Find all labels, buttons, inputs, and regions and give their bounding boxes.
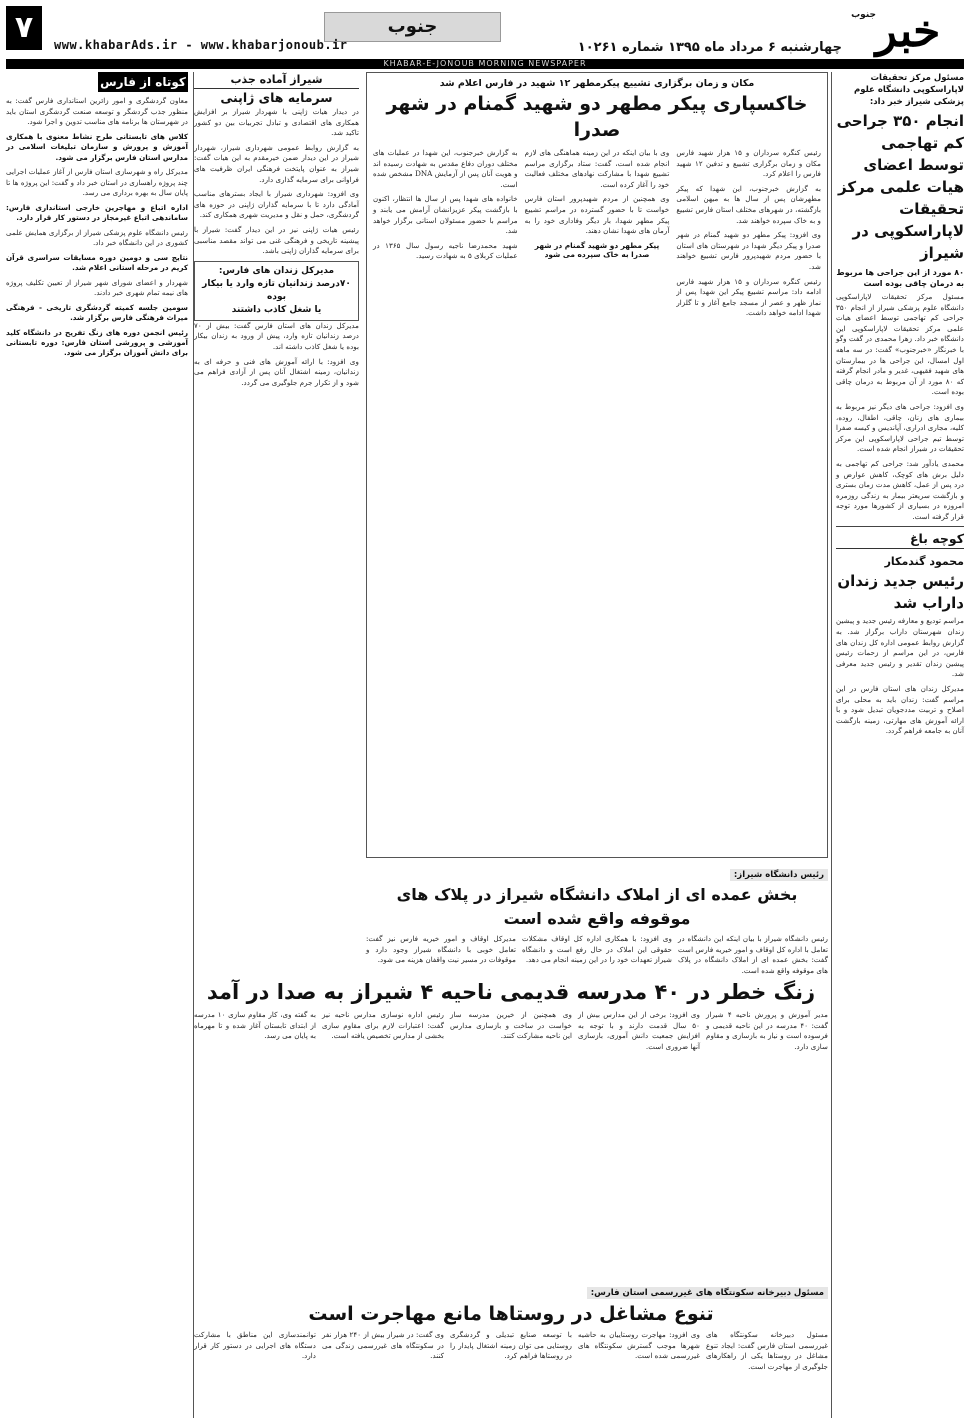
paragraph: رئیس اداره نوسازی مدارس ناحیه نیز گفت: اعتبارات لازم برای مقاوم سازی بخشی از مدارس تخصیص یافته است. — [322, 1010, 444, 1041]
story-kicker: مسئول دبیرخانه سکونتگاه های غیررسمی استان فارس: — [587, 1287, 828, 1299]
paragraph: وی همچنین از خیرین مدرسه ساز خواست در ساخت و بازسازی مدارس این ناحیه مشارکت کنند. — [450, 1010, 572, 1041]
schools-story — [194, 975, 828, 1275]
boxed-story — [194, 261, 359, 321]
story-columns — [194, 1010, 828, 1056]
text-column — [194, 1330, 316, 1376]
box-headline-2: سرمایه های ژاپنی — [220, 90, 333, 105]
masthead-banner: KHABAR-E-JONOUB MORNING NEWSPAPER — [6, 59, 964, 69]
news-brief: رئیس دانشگاه علوم پزشکی شیراز از برگزاری همایش علمی کشوری در این دانشگاه خبر داد. — [6, 227, 188, 248]
text-column — [322, 1010, 444, 1056]
column-headline: رئیس جدید زندان داراب شد — [837, 572, 964, 613]
text-column — [450, 1010, 572, 1056]
text-column — [525, 148, 670, 908]
paragraph: وی افزود: جراحی های دیگر نیز مربوط به بیماری های زنان، چاقی، اطفال، روده، کلیه، مجاری ادراری، آپاندیس و کیسه صفرا توسط تیم جراحی لاپاراسکوپی این مرکز تحقیقات در شیراز انجام شده است. — [836, 401, 964, 454]
news-brief: مدیرکل راه و شهرسازی استان فارس از آغاز عملیات اجرایی چند پروژه راهسازی در استان خبر داد و گفت: این پروژه ها تا پایان سال به بهره برداری می رسد. — [6, 167, 188, 198]
masthead — [6, 6, 964, 58]
boxed-kicker: مدیرکل زندان های فارس: — [218, 265, 335, 276]
news-brief: کلاس های تابستانی طرح نشاط معنوی با همکاری آموزش و پرورش و سازمان تبلیغات اسلامی در مدارس استان فارس برگزار می شود. — [6, 131, 188, 162]
top-story-kicker: مکان و زمان برگزاری تشییع پیکرمطهر ۱۲ شهید در فارس اعلام شد — [439, 78, 755, 89]
story-lead: ۸۰ مورد از این جراحی ها مربوط به درمان چاقی بوده است — [836, 268, 964, 288]
newspaper-logo: خبر — [875, 6, 941, 57]
divider — [836, 526, 964, 527]
text-column — [676, 148, 821, 908]
box-headline: شیراز آماده جذب — [194, 72, 359, 89]
news-brief: معاون گردشگری و امور زائرین استانداری فارس گفت: به منظور جذب گردشگر و توسعه صنعت گردشگری استان باید در شهرستان ها برنامه های مناسب تدوین و اجرا شود. — [6, 96, 188, 127]
news-brief: سومین جلسه کمیته گردشگری تاریخی - فرهنگی میراث فرهنگی فارس برگزار شد. — [6, 302, 188, 323]
paragraph: با توسعه صنایع تبدیلی و گردشگری روستایی می توان زمینه اشتغال پایدار را در روستاها فراهم کرد. — [450, 1330, 572, 1361]
paragraph: مسئول مرکز تحقیقات لاپاراسکوپی دانشگاه علوم پزشکی شیراز از انجام ۳۵۰ جراحی کم تهاجمی توسط اعضای هیات علمی مرکز تحقیقات لاپاراسکوپی این دانشگاه خبر داد. زهرا محمدی در گفت وگو با خبرنگار «خبرجنوب» گفت: در سه ماهه اول امسال، این جراحی ها در بیمارستان های شهید فقیهی، غدیر و مادر انجام گرفته که ۸۰ مورد از آن مربوط به درمان چاقی بوده است. — [836, 292, 964, 397]
paragraph: وی افزود: برخی از این مدارس بیش از ۵۰ سال قدمت دارند و با توجه به افزایش جمعیت دانش آموزی، بازسازی آنها ضروری است. — [578, 1010, 700, 1051]
issue-date-line: چهارشنبه ۶ مرداد ماه ۱۳۹۵ شماره ۱۰۲۶۱ — [577, 40, 842, 55]
paragraph: شهید محمدرضا ناجیه رسول سال ۱۳۶۵ در عملیات کربلای ۵ به شهادت رسید. — [372, 240, 518, 261]
story-headline: انجام ۳۵۰ جراحی کم تهاجمی توسط اعضای هیات علمی مرکز تحقیقات لاپاراسکوپی در شیراز — [836, 112, 964, 262]
top-story-headline: خاکسپاری پیکر مطهر دو شهید گمنام در شهر صدرا — [386, 93, 808, 141]
paragraph: وی با بیان اینکه در این زمینه هماهنگی های لازم انجام شده است، گفت: ستاد برگزاری مراسم تشییع شهدا با مشارکت نهادهای مختلف فعالیت خود را آغاز کرده است. — [524, 148, 670, 189]
top-story-columns — [373, 148, 821, 908]
boxed-headline-2: یا شغل کاذب داشتند — [231, 304, 322, 315]
section-tab: جنوب — [324, 12, 501, 42]
paragraph: رئیس کنگره سرداران و ۱۵ هزار شهید فارس ادامه داد: مراسم تشییع پیکر این شهدا پس از نماز ظهر و عصر از مسجد جامع آغاز و تا گلزار شهدا ادامه خواهد داشت. — [676, 276, 821, 318]
text-column — [373, 148, 518, 908]
story-headline: زنگ خطر در ۴۰ مدرسه قدیمی ناحیه ۴ شیراز به صدا در آمد — [206, 980, 816, 1004]
left-column — [6, 72, 194, 1418]
text-column — [578, 1010, 700, 1056]
text-column — [578, 1330, 700, 1376]
paragraph: رئیس کنگره سرداران و ۱۵ هزار شهید فارس مکان و زمان برگزاری تشییع و تدفین ۱۲ شهید فارس را اعلام کرد. — [676, 148, 821, 179]
paragraph: وی افزود: شهرداری شیراز با ایجاد بسترهای مناسب آمادگی دارد تا با سرمایه گذاران ژاپنی در حوزه های گردشگری، حمل و نقل و مدیریت شهری همکاری کند. — [194, 189, 359, 220]
story-columns — [194, 1330, 828, 1376]
story-headline: تنوع مشاغل در روستاها مانع مهاجرت است — [308, 1303, 714, 1325]
paragraph: وی افزود: با ارائه آموزش های فنی و حرفه ای به زندانیان، زمینه اشتغال آنان پس از آزادی فراهم می شود و از تکرار جرم جلوگیری می گردد. — [194, 356, 359, 387]
news-brief: اداره اتباع و مهاجرین خارجی استانداری فارس: ساماندهی اتباع غیرمجاز در دستور کار قرار دارد. — [6, 202, 188, 223]
paragraph: خانواده های شهدا پس از سال ها انتظار، اکنون با بازگشت پیکر عزیزانشان آرامش می یابند و مراسم با حضور مسئولان استانی برگزار خواهد شد. — [372, 194, 518, 236]
university-story — [366, 862, 828, 975]
paragraph: مدیرکل اوقاف و امور خیریه فارس نیز گفت: تعامل خوبی با دانشگاه شیراز وجود دارد و موقوفات در مسیر نیت واقفان هزینه می شود. — [366, 934, 516, 965]
paragraph: رئیس هیات ژاپنی نیز در این دیدار گفت: شیراز با پیشینه تاریخی و فرهنگی غنی می تواند مقصد مناسبی برای سرمایه گذاران ژاپنی باشد. — [194, 224, 359, 256]
paragraph: وی افزود: با همکاری اداره کل اوقاف مشکلات حقوقی این املاک در حال رفع است و دانشگاه شیراز تعهدات خود را در این زمینه انجام می دهد. — [522, 934, 672, 965]
paragraph: به گزارش خبرجنوب، این شهدا که پیکر مطهرشان پس از سال ها به میهن اسلامی بازگشته، در شهرهای مختلف استان فارس تشییع و به خاک سپرده خواهند شد. — [676, 183, 821, 225]
column-title: کوچه باغ — [836, 530, 964, 549]
subheading: پیکر مطهر دو شهید گمنام در شهر صدرا به خاک سپرده می شود — [534, 240, 660, 259]
text-column — [706, 1010, 828, 1056]
logo-subtitle: جنوب — [851, 10, 876, 20]
paragraph: توانمندسازی این مناطق با مشارکت دستگاه های اجرایی در دستور کار قرار دارد. — [194, 1330, 316, 1361]
text-column — [194, 1010, 316, 1056]
page-number: ۷ — [6, 6, 42, 50]
paragraph: وی همچنین از مردم شهیدپرور استان فارس خواست تا با حضور گسترده در مراسم تشییع پیکر مطهر شهدا، بار دیگر وفاداری خود را به آرمان های شهدا نشان دهند. — [524, 194, 670, 236]
news-brief: شهردار و اعضای شورای شهر شیراز از تعیین تکلیف پروژه های نیمه تمام شهری خبر دادند. — [6, 277, 188, 298]
text-column — [322, 1330, 444, 1376]
right-column — [831, 72, 964, 1418]
paragraph: به گفته وی، کار مقاوم سازی ۱۰ مدرسه از ابتدای تابستان آغاز شده و تا مهرماه به پایان می رسد. — [194, 1010, 316, 1041]
news-brief: رئیس انجمن دوره های زنگ تفریح در دانشگاه کلید آموزشی و پرورشی استان فارس: دوره تابستانی برای دانش آموزان برگزار می شود. — [6, 327, 188, 358]
paragraph: مدیر آموزش و پرورش ناحیه ۴ شیراز گفت: ۴۰ مدرسه در این ناحیه قدیمی و فرسوده است و نیاز به بازسازی و مقاوم سازی دارد. — [706, 1010, 828, 1051]
paragraph: رئیس دانشگاه شیراز با بیان اینکه این دانشگاه در تعامل با اداره کل اوقاف و امور خیریه فارس است گفت: بخش عمده ای از املاک دانشگاه در پلاک های موقوفه واقع شده است. — [678, 934, 828, 975]
paragraph: وی افزود: مهاجرت روستاییان به حاشیه شهرها موجب گسترش سکونتگاه های غیررسمی شده است. — [578, 1330, 700, 1361]
paragraph: مسئول دبیرخانه سکونتگاه های غیررسمی استان فارس گفت: ایجاد تنوع مشاغل در روستاها یکی از راهکارهای جلوگیری از مهاجرت است. — [706, 1330, 828, 1371]
paragraph: مدیرکل زندان های استان فارس در این مراسم گفت: زندان باید به محلی برای اصلاح و تربیت مددجویان تبدیل شود و با ارائه آموزش های مهارتی، زمینه بازگشت آنان به جامعه فراهم گردد. — [836, 684, 964, 736]
news-brief: نتایج سی و دومین دوره مسابقات سراسری قرآن کریم در مرحله استانی اعلام شد. — [6, 252, 188, 273]
byline: محمود گندمکار — [884, 555, 964, 569]
paragraph: به گزارش خبرجنوب، این شهدا در عملیات های مختلف دوران دفاع مقدس به شهادت رسیده اند و هویت آنان پس از آزمایش DNA مشخص شده است. — [372, 148, 518, 189]
paragraph: وی گفت: در شیراز بیش از ۲۴۰ هزار نفر در سکونتگاه های غیررسمی زندگی می کنند. — [322, 1330, 444, 1361]
text-column — [706, 1330, 828, 1376]
text-column — [366, 934, 516, 980]
story-kicker: مسئول مرکز تحقیقات لاپاراسکوپی دانشگاه علوم پزشکی شیراز خبر داد: — [854, 73, 964, 107]
story-kicker: رئیس دانشگاه شیراز: — [730, 869, 828, 881]
text-column — [450, 1330, 572, 1376]
paragraph: وی افزود: پیکر مطهر دو شهید گمنام در شهر صدرا و پیکر دیگر شهدا در شهرستان های استان با حضور مردم شهیدپرور فارس تشییع خواهند شد. — [676, 230, 821, 271]
story-headline: بخش عمده ای از املاک دانشگاه شیراز در پلاک های موقوفه واقع شده است — [396, 885, 798, 928]
section-label: کوتاه از فارس — [98, 72, 188, 92]
text-column — [678, 934, 828, 980]
paragraph: در دیدار هیات ژاپنی با شهردار شیراز بر افزایش همکاری های اقتصادی و تبادل تجربیات بین دو کشور تاکید شد. — [194, 107, 359, 138]
villages-story — [194, 1280, 828, 1420]
story-columns — [366, 934, 828, 980]
website-addresses[interactable]: www.khabarAds.ir - www.khabarjonoub.ir — [54, 38, 348, 52]
boxed-headline: ۷۰درصد زندانیان تازه وارد یا بیکار بوده — [202, 278, 351, 302]
paragraph: مدیرکل زندان های استان فارس گفت: بیش از ۷۰ درصد زندانیان تازه وارد، پیش از ورود به زندان بیکار بوده یا شغل کاذب داشته اند. — [194, 320, 359, 351]
top-story — [366, 72, 828, 858]
paragraph: به گزارش روابط عمومی شهرداری شیراز، شهردار شیراز در این دیدار ضمن خیرمقدم به این هیات گفت: شیراز به عنوان پایتخت فرهنگی ایران ظرفیت های فراوانی برای سرمایه گذاری دارد. — [194, 142, 359, 184]
paragraph: مراسم تودیع و معارفه رئیس جدید و پیشین زندان شهرستان داراب برگزار شد. به گزارش روابط عمومی اداره کل زندان های فارس، در این مراسم از زحمات رئیس پیشین زندان تقدیر و رئیس جدید معرفی شد. — [836, 616, 964, 679]
text-column — [522, 934, 672, 980]
paragraph: محمدی یادآور شد: جراحی کم تهاجمی به دلیل برش های کوچک، کاهش عوارض و درد پس از عمل، کاهش مدت زمان بستری و بازگشت سریعتر بیمار به زندگی روزمره امروزه در بسیاری از کشورها مورد توجه قرار گرفته است. — [836, 458, 964, 521]
